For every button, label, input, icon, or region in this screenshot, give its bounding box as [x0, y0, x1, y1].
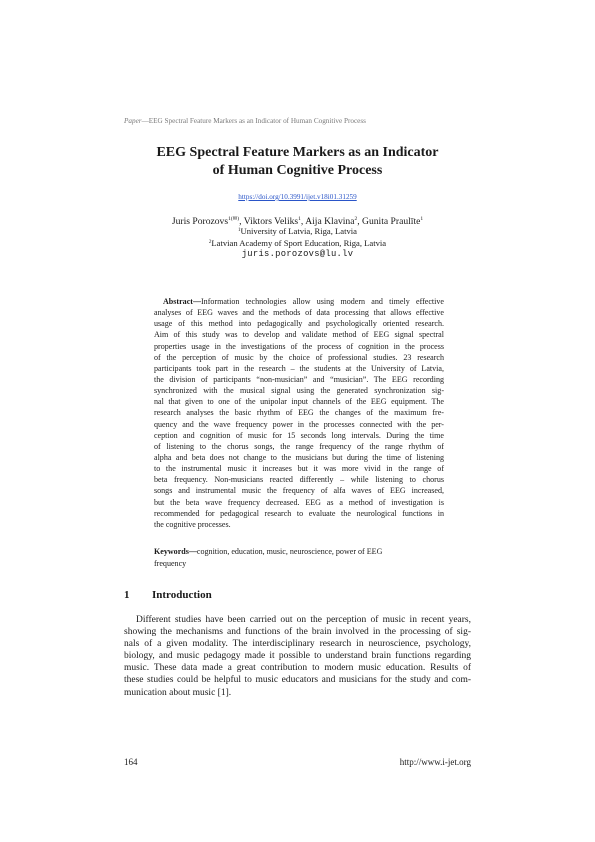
- doi-link[interactable]: https://doi.org/10.3991/ijet.v18i01.31259: [238, 193, 357, 201]
- running-head-label: Paper: [124, 117, 142, 125]
- abstract-label: Abstract—: [163, 297, 201, 306]
- abstract-line: nal that given to one of the unipolar input channels of the EEG equipment. The: [154, 397, 444, 407]
- title-line-1: EEG Spectral Feature Markers as an Indicator: [156, 145, 439, 160]
- abstract-line: beta frequency. Non-musicians reacted differently – while listening to chorus: [154, 475, 444, 485]
- abstract-line: research analyses the basic rhythm of EEG the changes of the maximum fre-: [154, 408, 444, 418]
- abstract-line: Aim of this study was to develop and validate method of EEG signal spectral: [154, 330, 444, 340]
- affiliation-sup: 2: [208, 240, 212, 245]
- affiliation-2: [124, 237, 471, 249]
- affiliation-text: University of Latvia, Riga, Latvia: [240, 226, 357, 236]
- abstract-line: songs and instrumental music the frequency of alfa waves of EEG increased,: [154, 486, 444, 496]
- affiliation-text: Latvian Academy of Sport Education, Riga, Latvia: [211, 238, 387, 248]
- abstract-line: of listening to the chorus songs, the range frequency of the range rhythm of: [154, 441, 444, 451]
- abstract-line: recommended for pedagogical research to evaluate the neurological functions in: [154, 508, 444, 518]
- abstract-line: to the instrumental music it increases but it was more vivid in the range of: [154, 464, 444, 474]
- running-head: [124, 117, 366, 125]
- body-line: biology, and music pedagogy made it possible to understand brain functions regarding: [124, 651, 471, 662]
- abstract-line: the cognitive processes.: [154, 519, 231, 529]
- author-name: Aija Klavina: [305, 216, 355, 227]
- body-line: munication about music [1].: [124, 687, 232, 698]
- abstract-line: participants took part in the research – the students at the University of Latvia,: [154, 363, 444, 373]
- keywords-line-2: frequency: [154, 558, 187, 568]
- author-sup: 1: [420, 216, 424, 222]
- abstract-line: [154, 296, 444, 307]
- abstract-line: alpha and beta does not change to the musicians but during the time of listening: [154, 452, 444, 462]
- abstract-line-text: Information technologies allow using modern and timely effective: [201, 297, 444, 306]
- section-number: 1: [124, 589, 130, 601]
- abstract-line: but the beta wave frequency decreased. EEG as a method of investigation is: [154, 497, 444, 507]
- abstract-line: usage of this method into pedagogically and psychologically oriented research.: [154, 319, 444, 329]
- abstract-line: the division of participants “non-musician” and “musician”. The EEG recording: [154, 374, 444, 384]
- body-line: music. These data made a great contribution to modern music education. Results of: [124, 663, 471, 674]
- abstract: [154, 296, 444, 530]
- keywords: [154, 546, 444, 569]
- keywords-text: cognition, education, music, neuroscience, power of EEG: [196, 547, 383, 556]
- author-sup: 2: [354, 216, 358, 222]
- body-line: these studies could be helpful to music educators and musicians for the study and com-: [124, 675, 471, 686]
- author-name: Juris Porozovs: [171, 216, 229, 227]
- body-line: nals of a given modality. The interdisciplinary research in neuroscience, psychology,: [124, 639, 471, 650]
- author-name: Viktors Veliks: [243, 216, 299, 227]
- keywords-label: Keywords—: [154, 547, 197, 556]
- body-line: Different studies have been carried out on the perception of music in recent years,: [136, 615, 471, 625]
- keywords-line-1: [154, 546, 444, 558]
- section-title: Introduction: [152, 589, 212, 601]
- abstract-line: of the perception of music by the choice of professional studies. 23 research: [154, 352, 444, 362]
- abstract-line: properties usage in the investigations of the process of cognition in the process: [154, 341, 444, 351]
- abstract-line: synchronized with the musical signal using the generated synchronization sig-: [154, 386, 444, 396]
- footer-url-link[interactable]: http://www.i-jet.org: [399, 757, 471, 767]
- running-head-text: —EEG Spectral Feature Markers as an Indicator of Human Cognitive Process: [141, 117, 366, 125]
- affiliation-1: [124, 225, 471, 237]
- body-line: showing the mechanisms and functions of the brain involved in the processing of sig-: [124, 627, 471, 638]
- paper-title: [124, 144, 471, 180]
- author-sup: 1: [298, 216, 301, 222]
- abstract-line: ception and cognition of music for 15 seconds long intervals. During the time: [154, 430, 444, 440]
- page-number: 164: [124, 757, 138, 767]
- affiliation-sup: 1: [238, 228, 241, 233]
- author-list: Juris Porozovs$^{1(✉)}$, Viktors Veliks$^1$, Aija Klavina$^2$, Gunita Praulīte$^1$: [171, 216, 424, 227]
- abstract-line: quency and the wave frequency power in the processes connected with the per-: [154, 419, 444, 429]
- section-body: [124, 614, 471, 699]
- abstract-line: analyses of EEG waves and the methods of data processing that allows effective: [154, 308, 444, 318]
- email-link[interactable]: juris.porozovs@lu.lv: [241, 249, 354, 259]
- title-line-2: of Human Cognitive Process: [212, 163, 383, 178]
- author-name: Gunita Praulīte: [362, 216, 421, 227]
- author-sup: 1(✉): [228, 216, 240, 222]
